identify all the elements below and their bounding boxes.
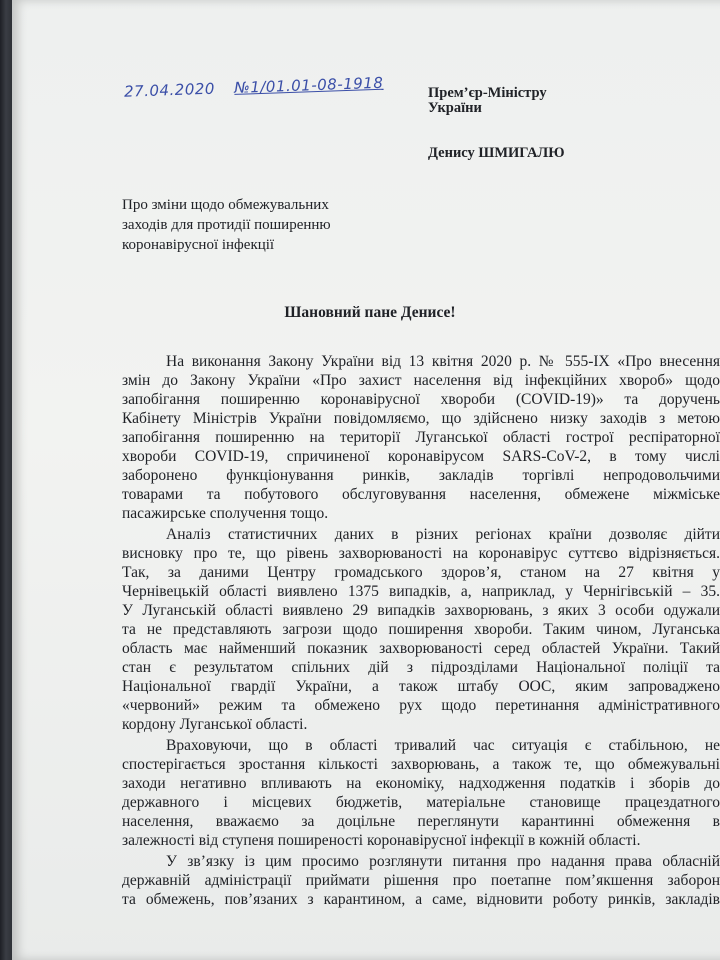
letter-sheet [12,0,720,960]
body-line: спостерігається зростання кількості захворювань, а також те, що обмежувальні [122,756,720,773]
subject-line: заходів для протидії поширенню [122,217,331,233]
body-line: запобігання поширенню коронавірусної хвороби (COVID-19)» та доручень [122,391,720,408]
addressee-name: Денису ШМИГАЛЮ [428,145,565,161]
body-line: пасажирське сполучення тощо. [122,505,329,522]
body-paragraph [122,352,720,523]
body-line: Аналіз статистичних даних в різних регіонах країни дозволяє дійти [166,526,720,543]
body-line: запобігання поширенню на території Луганської області гострої респіраторної [122,429,720,446]
body-line: державній адміністрації приймати рішення про поетапне пом’якшення заборон [122,872,720,889]
handwritten-registration [124,73,398,101]
body-line: стан є результатом спільних дій з підрозділами Національної поліції та [122,659,720,676]
registration-number: №1/01.01-08-1918 [233,73,384,97]
addressee-block [428,86,565,161]
body-line: хвороби COVID-19, спричиненої коронавірусом SARS-CoV-2, в тому числі [122,448,720,465]
registration-date: 27.04.2020 [123,79,216,101]
subject-line: коронавірусної інфекції [122,237,275,253]
body-line: заборонено функціонування ринків, закладів торгівлі непродовольчими [122,467,720,484]
salutation: Шановний пане Денисе! [284,304,456,321]
body-line: змін до Закону України «Про захист населення від інфекційних хвороб» щодо [122,372,720,389]
letter-body [122,352,720,911]
body-line: залежності від ступеня поширеності коронавірусної інфекції в кожній області. [122,832,641,849]
body-line: На виконання Закону України від 13 квітня 2020 р. № 555-ІХ «Про внесення [166,353,720,370]
body-line: та не представляють загрози щодо поширення хвороби. Таким чином, Луганська [122,621,720,638]
body-line: та обмежень, пов’язаних з карантином, а саме, відновити роботу ринків, закладів [122,891,720,908]
body-line: заходи негативно впливають на економіку, надходження податків і зборів до [122,775,720,792]
body-paragraph [122,852,720,909]
body-line: У зв’язку із цим просимо розглянути питання про надання права обласній [166,853,720,870]
body-line: Чернівецькій області виявлено 1375 випадків, а, наприклад, у Чернігівській – 35. [122,583,720,600]
body-line: державного і місцевих бюджетів, матеріальне становище працездатного [122,794,720,811]
body-line: товарами та побутового обслуговування населення, обмежене міжміське [122,486,720,503]
body-line: населення, вважаємо за доцільне переглянути карантинні обмеження в [122,813,720,830]
body-line: Кабінету Міністрів України повідомляємо, що здійснено низку заходів з метою [122,410,720,427]
addressee-position-line1: Прем’єр-Міністру [428,85,547,101]
body-line: Враховуючи, що в області тривалий час ситуація є стабільною, не [166,737,720,754]
body-line: Так, за даними Центру громадського здоров’я, станом на 27 квітня у [122,564,720,581]
body-line: Національної гвардії України, а також штабу ООС, яким запроваджено [122,678,720,695]
subject-line: Про зміни щодо обмежувальних [122,197,329,213]
body-line: висновку про те, що рівень захворюваності на коронавірус суттєво відрізняється. [122,545,720,562]
body-line: кордону Луганської області. [122,716,308,733]
body-paragraph [122,736,720,850]
body-line: У Луганській області виявлено 29 випадків захворювань, з яких 3 особи одужали [122,602,720,619]
body-line: «червоний» режим та обмежено рух щодо перетинання адміністративного [122,697,720,714]
addressee-position-line2: України [428,100,482,116]
body-line: область має найменший показник захворюваності серед областей України. Такий [122,640,720,657]
subject-block [122,195,331,255]
body-paragraph [122,525,720,734]
